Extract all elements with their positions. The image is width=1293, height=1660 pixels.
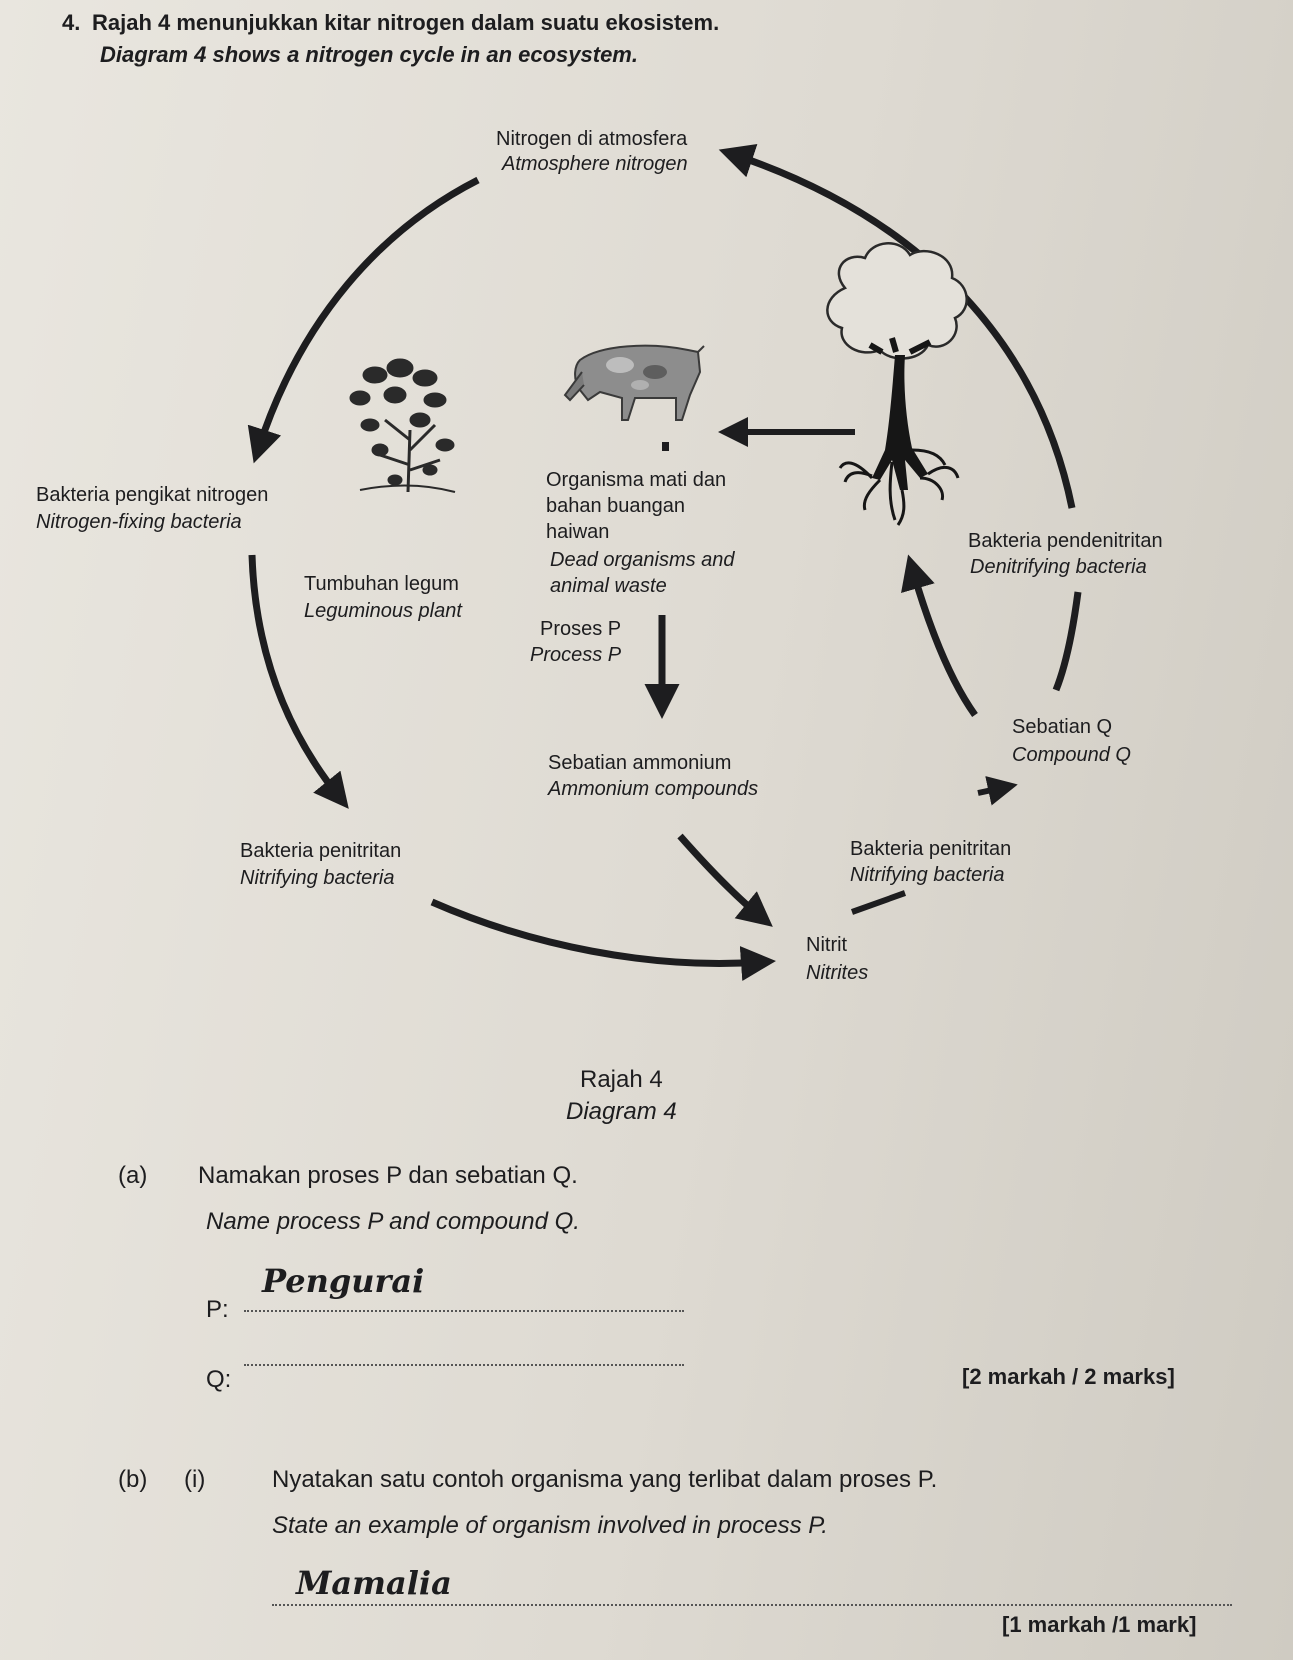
nitrifying-right-label-english: Nitrifying bacteria [850,864,1005,886]
cow-dot [662,442,669,451]
diagram-caption-malay: Rajah 4 [580,1066,663,1093]
fixing-bacteria-label-malay: Bakteria pengikat nitrogen [36,484,269,506]
part-a-p-answer-line [244,1310,684,1312]
dead-organisms-label-malay-3: haiwan [546,521,610,543]
part-b-sub-label: (i) [184,1466,206,1493]
nitrifying-right-label-malay: Bakteria penitritan [850,838,1012,860]
dead-organisms-label-english-1: Dead organisms and [550,549,735,571]
compound-q-label-malay: Sebatian Q [1012,716,1113,738]
process-p-label-malay: Proses P [540,618,622,640]
arrow-ammonium-to-nitrites [680,836,762,918]
dead-organisms-label-malay-1: Organisma mati dan [546,469,727,491]
part-a-label: (a) [118,1162,148,1189]
ammonium-label-malay: Sebatian ammonium [548,752,732,774]
ammonium-label-english: Ammonium compounds [548,778,759,800]
part-a-q-answer-line [244,1364,684,1366]
process-p-label-english: Process P [530,644,622,666]
atmosphere-label-english: Atmosphere nitrogen [502,153,688,175]
arrow-to-nitrites-bottom [432,902,762,963]
question-number: 4. [62,10,81,35]
cow-icon [565,346,704,420]
part-b-question-malay: Nyatakan satu contoh organisma yang terlibat dalam proses P. [272,1466,938,1493]
dead-organisms-label-malay-2: bahan buangan [546,495,686,517]
part-b-label: (b) [118,1466,148,1493]
nitrifying-left-label-english: Nitrifying bacteria [240,867,395,889]
part-b-question-english: State an example of organism involved in process P. [272,1512,828,1539]
part-a-p-label: P: [206,1296,229,1323]
legume-label-english: Leguminous plant [304,600,462,622]
leguminous-plant-icon [350,359,455,492]
arrow-nitrites-to-compound-q-dash [852,893,905,912]
dead-organisms-label-english-2: animal waste [550,575,667,597]
compound-q-label-english: Compound Q [1012,744,1131,766]
arrow-nitrites-to-compound-q-head [978,787,1006,793]
arrow-atmosphere-to-fixing-bacteria [258,180,478,450]
nitrite-label-malay: Nitrit [806,934,848,956]
nitrifying-left-label-malay: Bakteria penitritan [240,840,402,862]
line-right-denitrifying [1056,592,1078,690]
part-a-question-english: Name process P and compound Q. [206,1208,580,1235]
arrow-compound-q-to-denitrifying [912,568,975,715]
part-a-question-malay: Namakan proses P dan sebatian Q. [198,1162,578,1189]
part-a-p-answer[interactable]: Pengurai [262,1262,425,1300]
nitrite-label-english: Nitrites [806,962,869,984]
atmosphere-label-malay: Nitrogen di atmosfera [496,128,688,150]
diagram-caption-english: Diagram 4 [566,1098,677,1125]
question-intro-english: Diagram 4 shows a nitrogen cycle in an ecosystem. [100,42,638,67]
question-intro-malay: Rajah 4 menunjukkan kitar nitrogen dalam suatu ekosistem. [92,10,720,35]
legume-label-malay: Tumbuhan legum [304,573,459,595]
part-a-marks: [2 markah / 2 marks] [962,1364,1175,1389]
fixing-bacteria-label-english: Nitrogen-fixing bacteria [36,511,242,533]
part-b-answer[interactable]: Mamalia [296,1564,452,1602]
part-b-answer-line [272,1604,1232,1606]
denitrifying-label-malay: Bakteria pendenitritan [968,530,1163,552]
denitrifying-label-english: Denitrifying bacteria [970,556,1147,578]
part-a-q-label: Q: [206,1366,232,1393]
part-b-marks: [1 markah /1 mark] [1002,1612,1197,1637]
tree-icon [827,243,966,525]
